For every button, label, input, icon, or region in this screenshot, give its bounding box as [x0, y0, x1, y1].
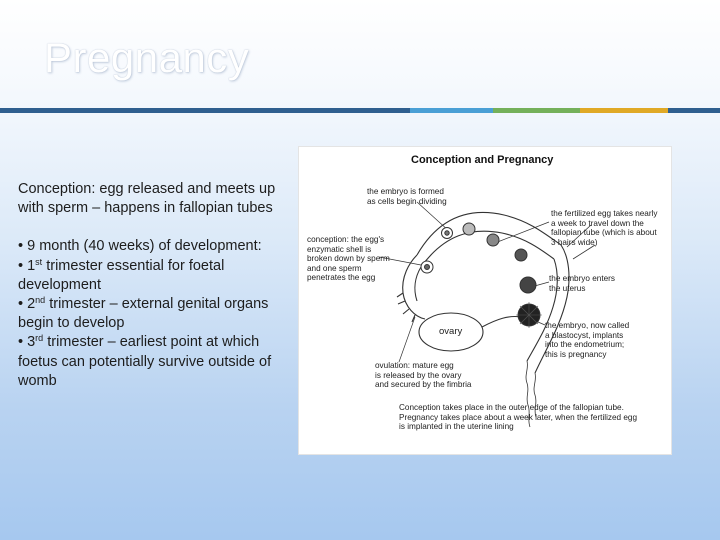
diagram-caption: Conception takes place in the outer edge of the fallopian tube. Pregnancy takes place about a week later, when the fertilized egg is implanted in the uterine lining — [399, 403, 638, 432]
label-fertilized-egg: the fertilized egg takes nearly a week to travel down the fallopian tube (which is about 3 hairs wide) — [551, 209, 658, 247]
bullet-first-trimester: • 1st trimester essential for foetal development — [18, 256, 225, 293]
label-embryo-enters-uterus: the embryo enters the uterus — [549, 274, 615, 293]
accent-bar-segment-dark-blue-end — [668, 108, 720, 113]
intro-text: Conception: egg released and meets up with sperm – happens in fallopian tubes — [18, 181, 276, 217]
accent-bar-segment-dark-blue — [0, 108, 410, 113]
conception-diagram — [298, 146, 672, 455]
bullet-development: • 9 month (40 weeks) of development: — [18, 238, 262, 255]
label-conception: conception: the egg's enzymatic shell is broken down by sperm and one sperm penetrates the egg — [307, 235, 390, 283]
bullet-third-trimester: • 3rd trimester – earliest point at which foetus can potentially survive outside of womb — [18, 333, 272, 389]
accent-bar-segment-green — [493, 108, 580, 113]
slide-body — [18, 180, 290, 391]
accent-bar-segment-light-blue — [410, 108, 493, 113]
label-ovary: ovary — [439, 326, 463, 337]
slide-title: Pregnancy — [44, 34, 250, 81]
label-blastocyst: the embryo, now called a blastocyst, implants into the endometrium; this is pregnancy — [545, 321, 630, 359]
bullet-second-trimester: • 2nd trimester – external genital organs begin to develop — [18, 295, 269, 332]
label-embryo-formed: the embryo is formed as cells begin dividing — [367, 187, 447, 206]
accent-bar-segment-gold — [580, 108, 668, 113]
label-ovulation: ovulation: mature egg is released by the ovary and secured by the fimbria — [375, 361, 472, 390]
diagram-title: Conception and Pregnancy — [411, 154, 554, 166]
